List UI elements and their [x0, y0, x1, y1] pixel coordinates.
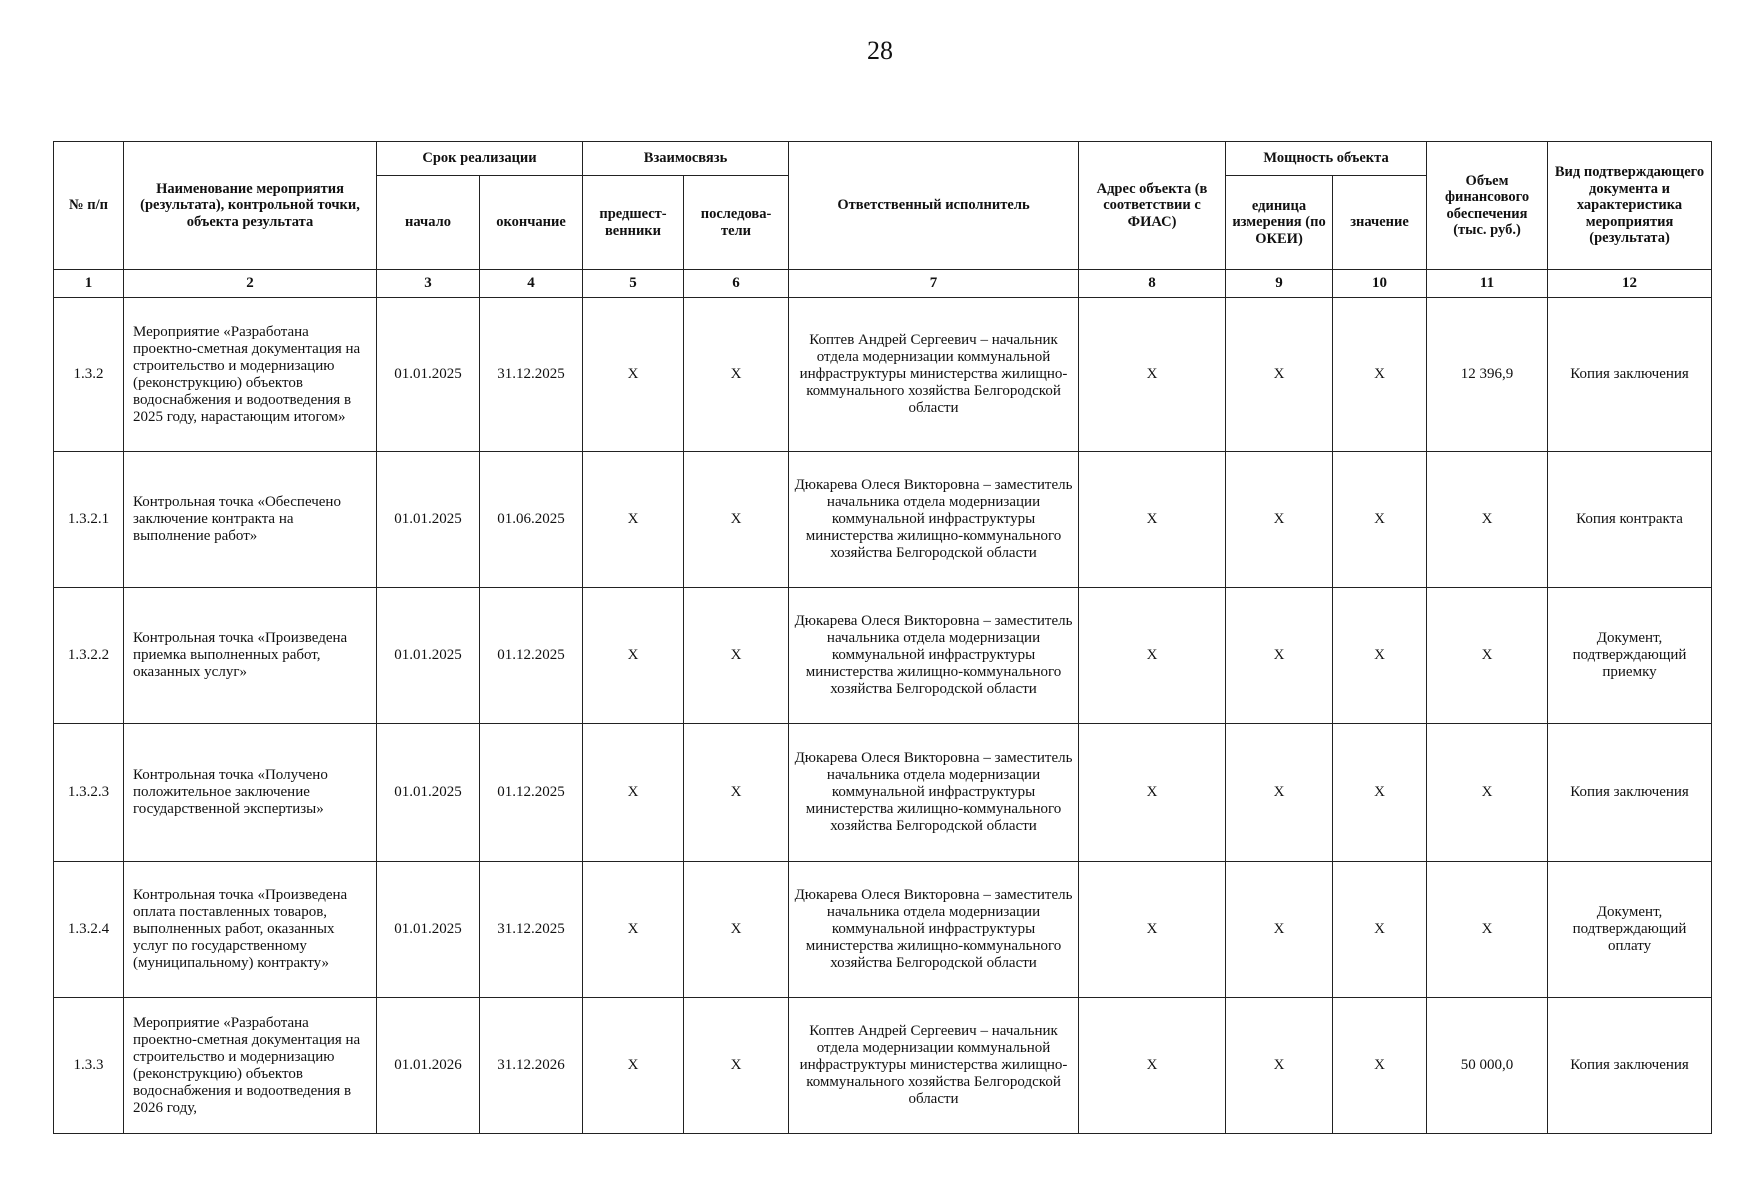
- cell-unit: X: [1226, 298, 1333, 452]
- cell-address: X: [1079, 998, 1226, 1134]
- cell-unit: X: [1226, 452, 1333, 588]
- cell-num: 1.3.2: [54, 298, 124, 452]
- cell-name: Контрольная точка «Произведена приемка выполненных работ, оказанных услуг»: [124, 588, 377, 724]
- cell-financing: 50 000,0: [1427, 998, 1548, 1134]
- cell-end: 31.12.2026: [480, 998, 583, 1134]
- cell-value: X: [1333, 998, 1427, 1134]
- header-power: Мощность объекта: [1226, 142, 1427, 176]
- cell-predecessors: X: [583, 452, 684, 588]
- cell-start: 01.01.2025: [377, 452, 480, 588]
- cell-num: 1.3.2.2: [54, 588, 124, 724]
- cell-successors: X: [684, 588, 789, 724]
- cell-end: 31.12.2025: [480, 862, 583, 998]
- cell-address: X: [1079, 298, 1226, 452]
- cell-address: X: [1079, 588, 1226, 724]
- cell-executor: Дюкарева Олеся Викторовна – заместитель начальника отдела модернизации коммунальной инфраструктуры министерства жилищно-коммунального хозяйства Белгородской области: [789, 724, 1079, 862]
- header-period: Срок реализации: [377, 142, 583, 176]
- header-successors: последова-тели: [684, 176, 789, 270]
- cell-num: 1.3.2.3: [54, 724, 124, 862]
- cell-end: 01.06.2025: [480, 452, 583, 588]
- cell-end: 01.12.2025: [480, 588, 583, 724]
- cell-financing: X: [1427, 862, 1548, 998]
- cell-unit: X: [1226, 998, 1333, 1134]
- cell-document: Копия контракта: [1548, 452, 1712, 588]
- cell-start: 01.01.2025: [377, 862, 480, 998]
- cell-document: Копия заключения: [1548, 724, 1712, 862]
- header-financing: Объем финансового обеспечения (тыс. руб.): [1427, 142, 1548, 270]
- header-end: окончание: [480, 176, 583, 270]
- cell-end: 31.12.2025: [480, 298, 583, 452]
- cell-predecessors: X: [583, 862, 684, 998]
- cell-successors: X: [684, 862, 789, 998]
- cell-financing: X: [1427, 588, 1548, 724]
- column-number: 3: [377, 270, 480, 298]
- cell-financing: 12 396,9: [1427, 298, 1548, 452]
- cell-num: 1.3.2.1: [54, 452, 124, 588]
- cell-unit: X: [1226, 724, 1333, 862]
- column-number: 1: [54, 270, 124, 298]
- cell-name: Контрольная точка «Произведена оплата поставленных товаров, выполненных работ, оказанных услуг по государственному (муниципальному) контракту»: [124, 862, 377, 998]
- cell-name: Мероприятие «Разработана проектно-сметная документация на строительство и модернизацию (реконструкцию) объектов водоснабжения и водоотведения в 2025 году, нарастающим итогом»: [124, 298, 377, 452]
- cell-value: X: [1333, 588, 1427, 724]
- header-link: Взаимосвязь: [583, 142, 789, 176]
- cell-predecessors: X: [583, 298, 684, 452]
- cell-unit: X: [1226, 588, 1333, 724]
- cell-value: X: [1333, 724, 1427, 862]
- cell-value: X: [1333, 862, 1427, 998]
- cell-executor: Коптев Андрей Сергеевич – начальник отдела модернизации коммунальной инфраструктуры министерства жилищно-коммунального хозяйства Белгородской области: [789, 998, 1079, 1134]
- header-unit: единица измерения (по ОКЕИ): [1226, 176, 1333, 270]
- cell-value: X: [1333, 452, 1427, 588]
- table-row: [54, 298, 1712, 452]
- table-header: [54, 142, 1712, 270]
- column-number: 4: [480, 270, 583, 298]
- cell-start: 01.01.2025: [377, 724, 480, 862]
- cell-num: 1.3.2.4: [54, 862, 124, 998]
- header-document: Вид подтверждающего документа и характеристика мероприятия (результата): [1548, 142, 1712, 270]
- cell-successors: X: [684, 724, 789, 862]
- cell-successors: X: [684, 998, 789, 1134]
- cell-address: X: [1079, 452, 1226, 588]
- table-row: [54, 724, 1712, 862]
- table-row: [54, 998, 1712, 1134]
- cell-executor: Коптев Андрей Сергеевич – начальник отдела модернизации коммунальной инфраструктуры министерства жилищно-коммунального хозяйства Белгородской области: [789, 298, 1079, 452]
- cell-document: Копия заключения: [1548, 298, 1712, 452]
- header-start: начало: [377, 176, 480, 270]
- column-number: 8: [1079, 270, 1226, 298]
- column-number-row: [54, 270, 1712, 298]
- column-number: 5: [583, 270, 684, 298]
- cell-financing: X: [1427, 452, 1548, 588]
- cell-name: Контрольная точка «Обеспечено заключение контракта на выполнение работ»: [124, 452, 377, 588]
- cell-start: 01.01.2026: [377, 998, 480, 1134]
- cell-address: X: [1079, 724, 1226, 862]
- cell-predecessors: X: [583, 998, 684, 1134]
- header-executor: Ответственный исполнитель: [789, 142, 1079, 270]
- header-name: Наименование мероприятия (результата), контрольной точки, объекта результата: [124, 142, 377, 270]
- column-number: 2: [124, 270, 377, 298]
- cell-document: Документ, подтверждающий приемку: [1548, 588, 1712, 724]
- cell-executor: Дюкарева Олеся Викторовна – заместитель начальника отдела модернизации коммунальной инфраструктуры министерства жилищно-коммунального хозяйства Белгородской области: [789, 588, 1079, 724]
- cell-unit: X: [1226, 862, 1333, 998]
- header-num: № п/п: [54, 142, 124, 270]
- header-address: Адрес объекта (в соответствии с ФИАС): [1079, 142, 1226, 270]
- column-number: 9: [1226, 270, 1333, 298]
- column-number: 12: [1548, 270, 1712, 298]
- cell-end: 01.12.2025: [480, 724, 583, 862]
- cell-executor: Дюкарева Олеся Викторовна – заместитель начальника отдела модернизации коммунальной инфраструктуры министерства жилищно-коммунального хозяйства Белгородской области: [789, 862, 1079, 998]
- column-number: 6: [684, 270, 789, 298]
- cell-name: Мероприятие «Разработана проектно-сметная документация на строительство и модернизацию (реконструкцию) объектов водоснабжения и водоотведения в 2026 году,: [124, 998, 377, 1134]
- cell-executor: Дюкарева Олеся Викторовна – заместитель начальника отдела модернизации коммунальной инфраструктуры министерства жилищно-коммунального хозяйства Белгородской области: [789, 452, 1079, 588]
- cell-financing: X: [1427, 724, 1548, 862]
- header-predecessors: предшест-венники: [583, 176, 684, 270]
- plan-table: [53, 141, 1712, 1134]
- cell-value: X: [1333, 298, 1427, 452]
- cell-start: 01.01.2025: [377, 298, 480, 452]
- table-row: [54, 452, 1712, 588]
- cell-name: Контрольная точка «Получено положительное заключение государственной экспертизы»: [124, 724, 377, 862]
- table-row: [54, 588, 1712, 724]
- column-number: 7: [789, 270, 1079, 298]
- column-number: 11: [1427, 270, 1548, 298]
- cell-document: Документ, подтверждающий оплату: [1548, 862, 1712, 998]
- table-row: [54, 862, 1712, 998]
- header-value: значение: [1333, 176, 1427, 270]
- cell-predecessors: X: [583, 724, 684, 862]
- cell-num: 1.3.3: [54, 998, 124, 1134]
- cell-successors: X: [684, 298, 789, 452]
- cell-start: 01.01.2025: [377, 588, 480, 724]
- cell-document: Копия заключения: [1548, 998, 1712, 1134]
- column-number: 10: [1333, 270, 1427, 298]
- cell-address: X: [1079, 862, 1226, 998]
- page-number: 28: [867, 36, 893, 65]
- cell-successors: X: [684, 452, 789, 588]
- cell-predecessors: X: [583, 588, 684, 724]
